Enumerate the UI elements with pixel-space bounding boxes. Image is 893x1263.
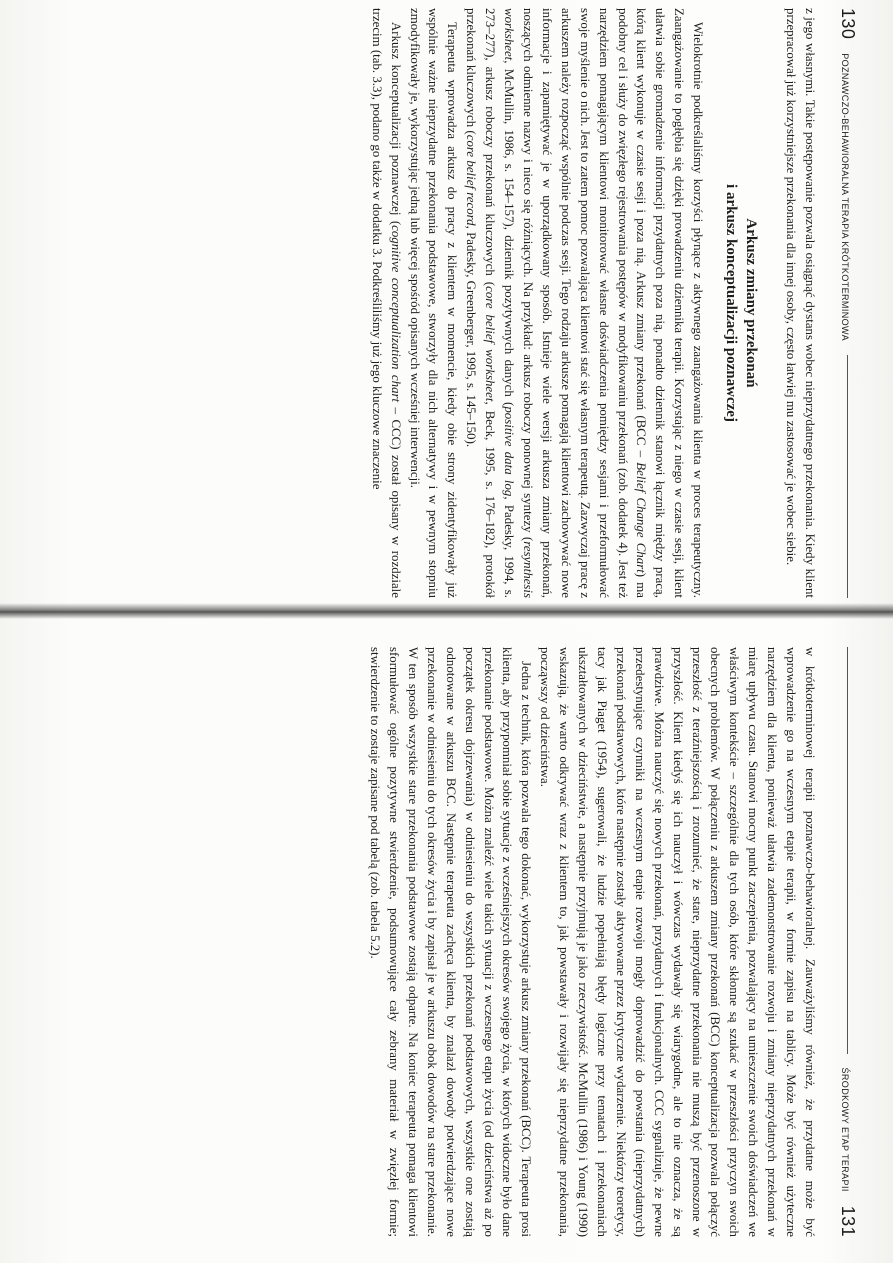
running-head (837, 647, 858, 1237)
italic-term: resynthesis worksheet (502, 8, 536, 598)
section-heading-line: i arkusz konceptualizacji poznawczej (723, 184, 740, 422)
italic-term: core belief record (464, 134, 479, 226)
paragraph: z jego własnymi. Takie postępowanie pozwala osiągnąć dystans wobec nieprzydatnego przekonania. Kiedy klient przepracował już korzystniejsze przekonania dla innej osoby, często łatwiej mu zastosować je wobec siebie. (784, 8, 817, 598)
body-text (365, 647, 819, 1237)
paragraph (461, 8, 707, 598)
text-run: , Padesky, Greenberger, 1995, s. 145–150). (464, 225, 479, 448)
italic-term: Belief Change Chart (634, 462, 649, 573)
running-head-title: POZNAWCZO-BEHAWIORALNA TERAPIA KRÓTKOTERMINOWA (840, 53, 850, 341)
text-run: – CCC) został opisany w rozdziale trzecim (tab. 3.3), podano go także w dodatku 3. Podkreśliliśmy już jego kluczowe znaczenie (369, 8, 403, 598)
paragraph (367, 8, 405, 598)
page-131 (38, 647, 858, 1237)
text-run: ) ma podobny cel i służy do zwięzłego rejestrowania postępów w modyfikowaniu przekonań (zob. dodatek 4). Jest też narzędziem pomagającym klientowi monitorować własne doświadczenia pomiędzy sesjami i przeformułować swoje myślenie o nich. Jest to zatem pomoc pozwalająca klientowi stać się własnym terapeutą. Zazwyczaj pracę z arkuszem należy rozpocząć wspólnie podczas sesji. Tego rodzaju arkusze pomagają klientowi zachowywać nowe informacje i zapamiętywać je w uporządkowany sposób. Istnieje wiele wersji arkusza zmiany przekonań, noszących odmienne nazwy i nieco się różniących. Na przykład: arkusz roboczy ponownej syntezy ( (521, 8, 649, 598)
running-head (837, 8, 858, 598)
paragraph: w krótkoterminowej terapii poznawczo-behawioralnej. Zauważyliśmy również, że przydatne może być wprowadzenie go na wczesnym etapie terapii, w formie zapisu na tablicy. Może być również użyteczne narzędziem dla klienta, ponieważ ułatwia zademonstrowanie rozwoju i zmiany nieprzydatnych przekonań w miarę upływu czasu. Stanowi mocny punkt zaczepienia, pozwalający na umieszczenie swoich doświadczeń we właściwym kontekście – szczególnie dla tych osób, które skłonne są szukać w przeszłości przyczyn swoich obecnych problemów. W połączeniu z arkuszem zmiany przekonań (BCC) konceptualizacja pozwala połączyć przeszłość z teraźniejszością i zrozumieć, że stare, nieprzydatne przekonania nie muszą być przenoszone w przyszłość. Klient kiedyś się ich nauczył i wówczas wydawały się wiarygodne, ale to nie oznacza, że są prawdziwe. Można nauczyć się nowych przekonań, przydatnych i funkcjonalnych. CCC sygnalizuje, że pewne przedestynujące czynniki na wczesnym etapie rozwoju mogły doprowadzić do powstania (nieprzydatnych) przekonań podstawowych, które następnie zostały aktywowane przez krytyczne wydarzenie. Niektórzy teoretycy, tacy jak Piaget (1954), sugerowali, że ludzie popełniają błędy logiczne przy tematach i przekonaniach ukształtowanych w dzieciństwie, a następnie przyjmują je jako rzeczywistość. McMullin (1986) i Young (1990) wskazują, że warto odkrywać wraz z klientem to, jak powstawały i rozwijały się nieprzydatne przekonania, począwszy od dzieciństwa. (538, 647, 817, 1237)
page-number: 130 (838, 8, 858, 40)
italic-term: core belief worksheet (483, 286, 498, 402)
body-text (367, 8, 819, 598)
paragraph: Terapeuta wprowadza arkusz do pracy z klientem w momencie, kiedy obie strony zidentyfikowały już wspólnie ważne nieprzydatne przekonania podstawowe, stworzyły dla nich alternatywy i w pewnym stopniu zmodyfikowały je, wykorzystując jedną lub więcej spośród opisanych wcześniej interwencji. (407, 8, 460, 598)
book-spine-gutter (0, 603, 893, 619)
page-number: 131 (838, 1205, 858, 1237)
header-rule (847, 355, 848, 598)
text-run: Arkusz konceptualizacji poznawczej ( (388, 22, 403, 226)
italic-term: positive data log (502, 406, 517, 497)
text-run: Wielokrotnie podkreślaliśmy korzyści płynące z aktywnego zaangażowania klienta w proces terapeutyczny. Zaangażowanie to pogłębia się dzięki prowadzeniu dziennika terapii. Korzystając z niego w czasie sesji, klient ułatwia sobie gromadzenie informacji przydatnych poza nią, ponadto dziennik stanowi łącznik między pracą, którą klient wykonuje w czasie sesji i poza nią. Arkusz zmiany przekonań (BCC – (634, 8, 706, 598)
section-heading-line: Arkusz zmiany przekonań (743, 218, 760, 388)
text-run: , McMullin, 1986, s. 154–157), dziennik pozytywnych danych ( (502, 60, 517, 407)
text-run: , Beck, 1995, s. 176–182), protokół przekonań kluczowych ( (464, 8, 498, 599)
section-heading (721, 8, 761, 598)
page-130 (38, 8, 858, 598)
italic-term: cognitive conceptualization chart (388, 225, 403, 403)
paragraph: Jedna z technik, która pozwala tego dokonać, wykorzystuje arkusz zmiany przekonań (BCC). Terapeuta prosi klienta, aby przypomniał sobie sytuacje z wcześniejszych okresów swojego życia, w których widoczne było dane przekonanie podstawowe. Można znaleźć wiele takich sytuacji z wczesnego etapu życia (od dzieciństwa aż po początek okresu dojrzewania) w odniesieniu do wszystkich przekonań podstawowych, wszystkie one zostają odnotowane w arkuszu BCC. Następnie terapeuta zachęca klienta, by znalazł dowody potwierdzające nowe przekonanie w odniesieniu do tych okresów życia i by zapisał je w arkuszu obok dowodów na stare przekonanie. W ten sposób wszystkie stare przekonania podstawowe zostają odparte. Na koniec terapeuta pomaga klientowi sformułować ogólne pozytywne stwierdzenie, podsumowujące cały zebrany materiał w zwięzłej formie; stwierdzenie to zostaje zapisane pod tabelą (zob. tabela 5.2). (368, 647, 534, 1237)
running-head-title: ŚRODKOWY ETAP TERAPII (840, 1067, 850, 1192)
header-rule (847, 647, 848, 1054)
text-run: , Padesky, 1994, s. 273–277), arkusz roboczy przekonań kluczowych ( (483, 8, 517, 598)
